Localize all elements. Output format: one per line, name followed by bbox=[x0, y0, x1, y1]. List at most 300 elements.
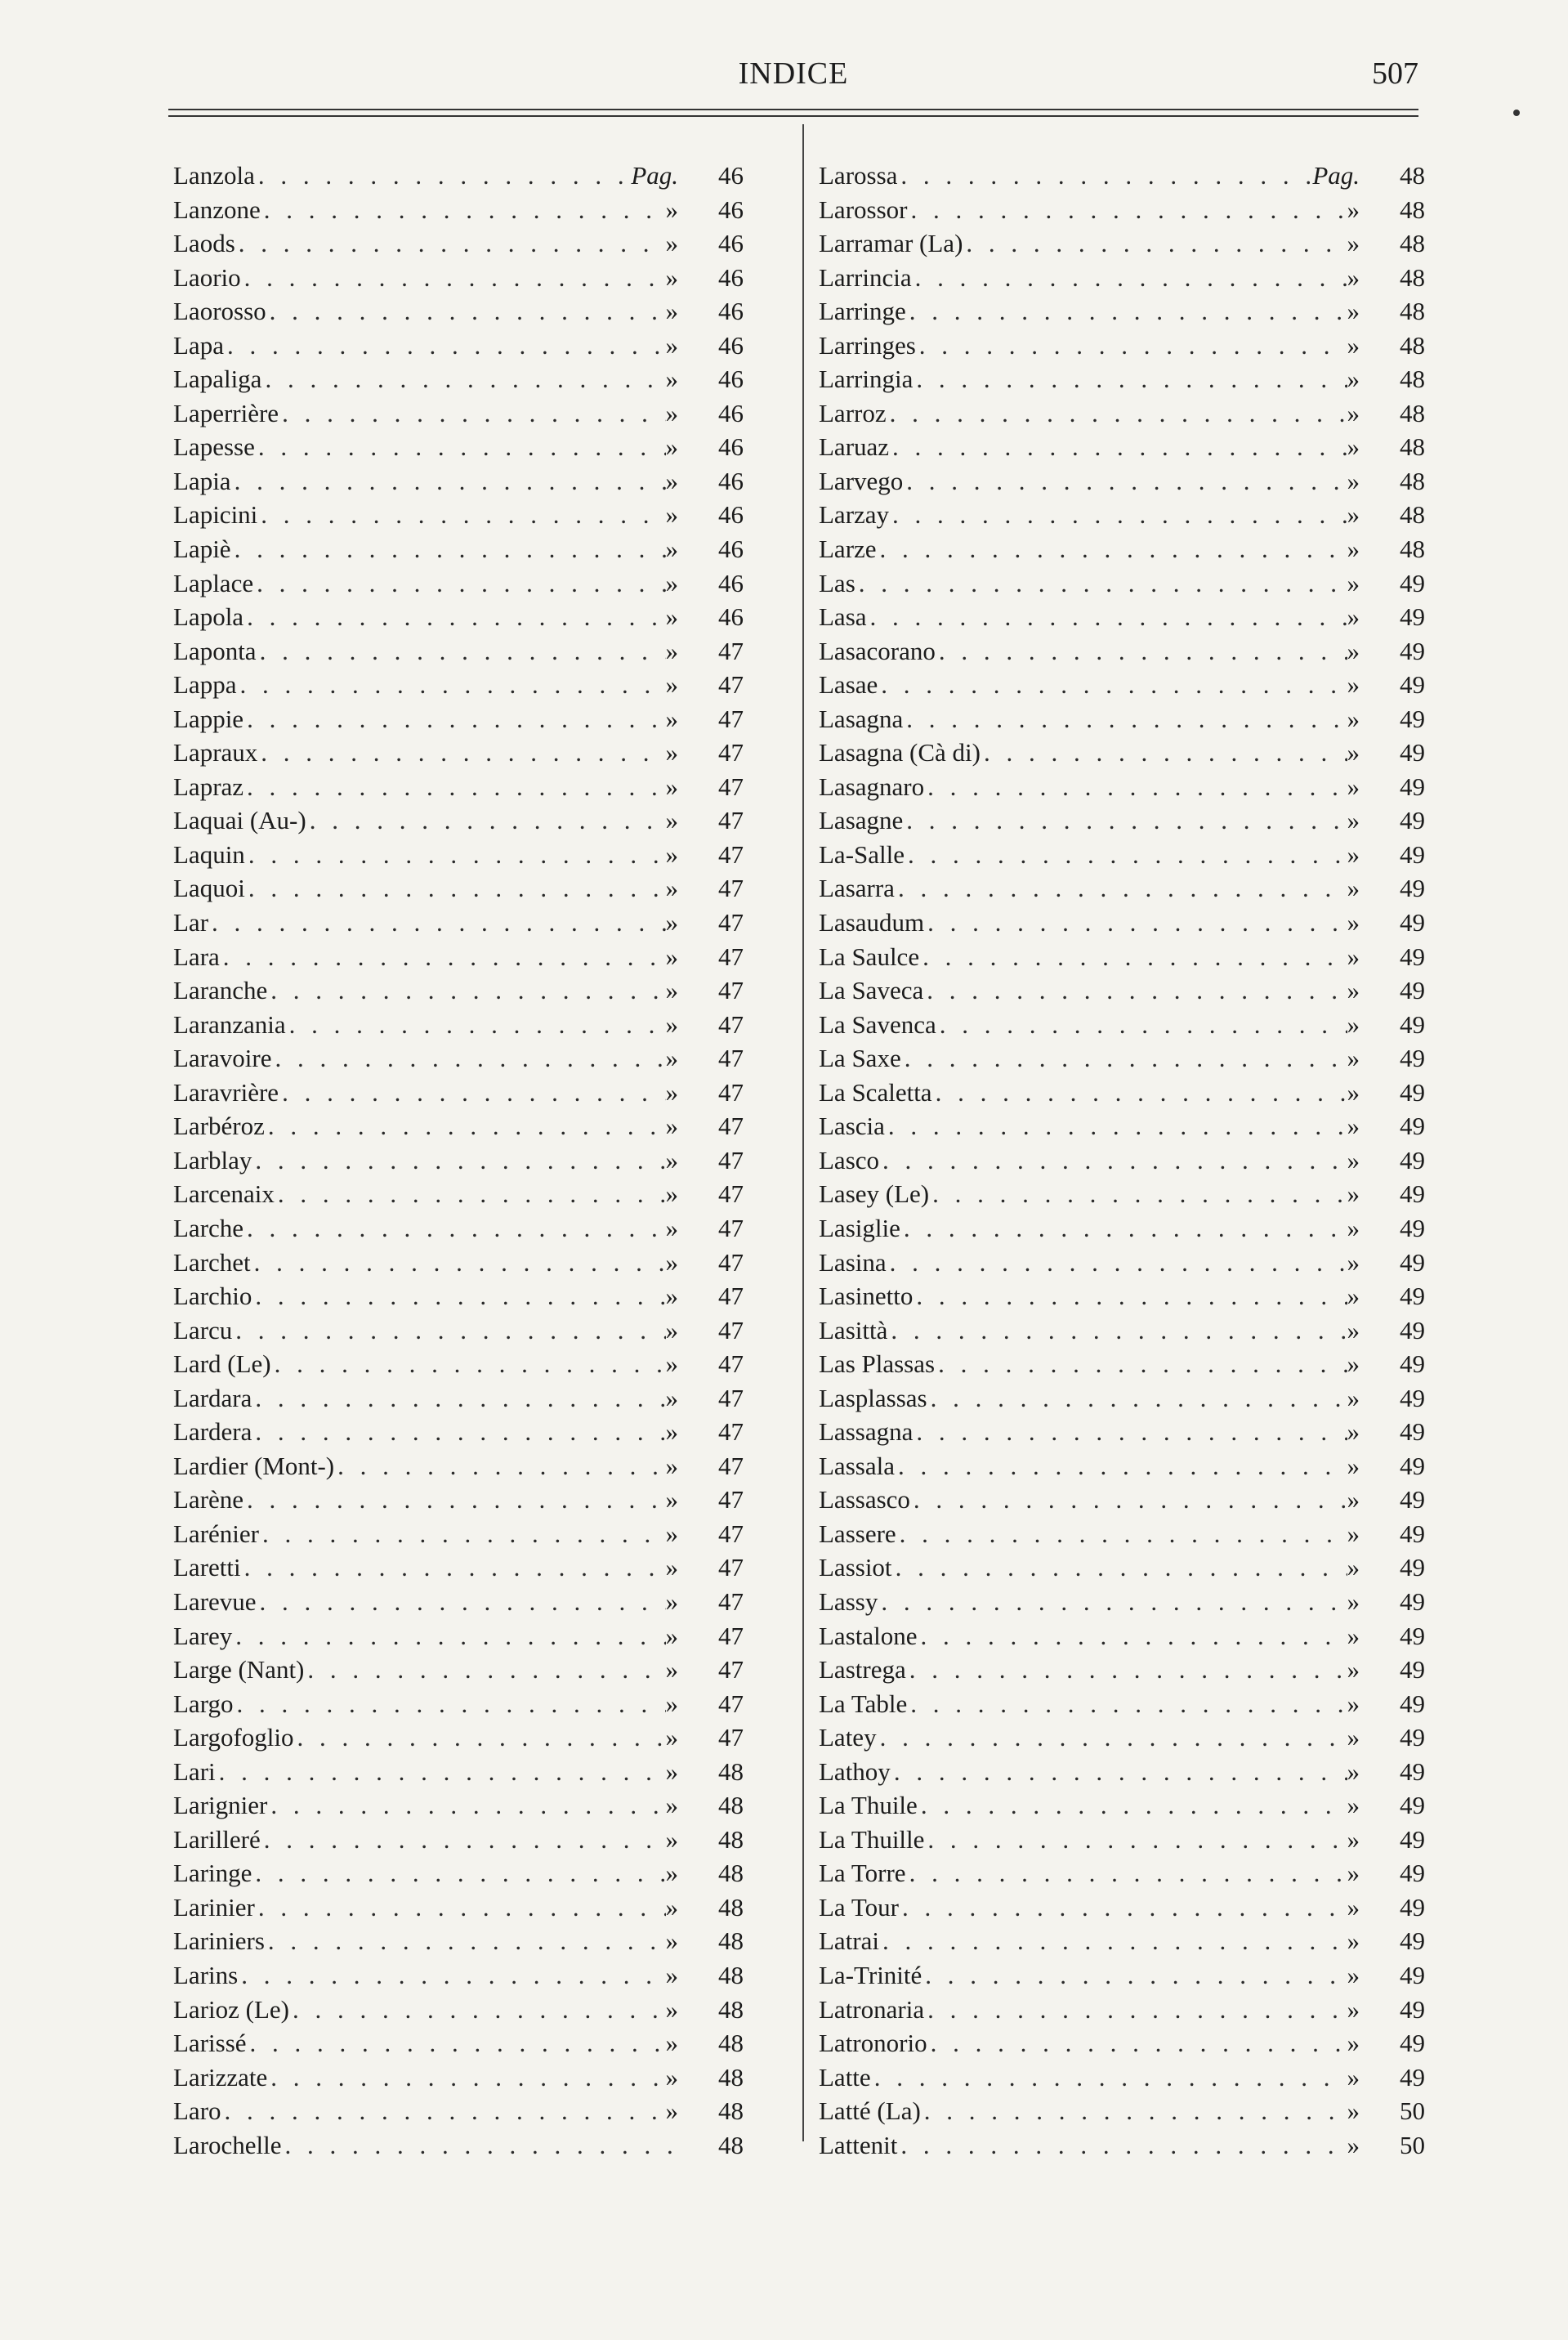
page-marker: » bbox=[1347, 704, 1360, 733]
page-marker: » bbox=[665, 1417, 678, 1447]
entry-name: Larcenaix bbox=[173, 1179, 275, 1209]
dot-leader bbox=[261, 365, 665, 394]
entry-page: 49 bbox=[1400, 1485, 1425, 1515]
page-marker: » bbox=[665, 670, 678, 700]
entry-page: 47 bbox=[718, 1723, 744, 1752]
entry-page: 49 bbox=[1400, 908, 1425, 937]
dot-leader bbox=[241, 263, 666, 293]
entry-page: 49 bbox=[1400, 1824, 1425, 1854]
index-entry bbox=[173, 195, 744, 230]
page-marker: » bbox=[665, 398, 678, 427]
index-entry bbox=[173, 1248, 744, 1282]
page-marker: » bbox=[665, 1383, 678, 1412]
entry-name: La Scaletta bbox=[819, 1077, 932, 1107]
entry-name: Larevue bbox=[173, 1586, 257, 1616]
index-entry bbox=[173, 1723, 744, 1757]
dot-leader bbox=[963, 229, 1347, 258]
page-marker: » bbox=[665, 806, 678, 835]
page-marker: » bbox=[1347, 398, 1360, 427]
dot-leader bbox=[252, 1146, 665, 1175]
index-entry bbox=[173, 806, 744, 840]
entry-name: Lanzola bbox=[173, 161, 255, 190]
entry-page: 48 bbox=[718, 1791, 744, 1820]
entry-name: Lappie bbox=[173, 704, 244, 733]
dot-leader bbox=[306, 806, 666, 835]
entry-name: La Thuille bbox=[819, 1824, 925, 1854]
dot-leader bbox=[267, 2063, 665, 2092]
entry-page: 49 bbox=[1400, 1179, 1425, 1209]
dot-leader bbox=[896, 1519, 1347, 1549]
entry-name: Las Plassas bbox=[819, 1349, 936, 1379]
entry-name: Laravoire bbox=[173, 1044, 272, 1073]
entry-page: 48 bbox=[1400, 229, 1425, 258]
entry-name: Larins bbox=[173, 1960, 239, 1989]
index-entry bbox=[819, 874, 1425, 908]
entry-name: Lastalone bbox=[819, 1621, 918, 1650]
page-marker: » bbox=[665, 568, 678, 597]
page-marker: » bbox=[1347, 297, 1360, 326]
entry-name: Lardera bbox=[173, 1417, 252, 1447]
index-entry bbox=[819, 942, 1425, 977]
page-marker: » bbox=[1347, 1859, 1360, 1888]
page-marker: » bbox=[1347, 1892, 1360, 1922]
index-entry bbox=[819, 1587, 1425, 1622]
entry-page: 47 bbox=[718, 1689, 744, 1718]
entry-page: 47 bbox=[718, 942, 744, 971]
dot-leader bbox=[907, 1689, 1347, 1719]
index-entry bbox=[173, 738, 744, 772]
entry-page: 48 bbox=[1400, 432, 1425, 462]
dot-leader bbox=[913, 1282, 1347, 1311]
index-entry bbox=[819, 365, 1425, 399]
entry-page: 48 bbox=[1400, 535, 1425, 564]
page-marker: » bbox=[1347, 1247, 1360, 1277]
index-entry bbox=[173, 908, 744, 942]
entry-page: 47 bbox=[718, 1621, 744, 1650]
index-column-left bbox=[173, 161, 744, 2164]
index-entry bbox=[173, 263, 744, 298]
dot-leader bbox=[252, 1859, 665, 1888]
page-marker: » bbox=[1347, 1179, 1360, 1209]
dot-leader bbox=[271, 1044, 665, 1073]
index-entry bbox=[173, 1146, 744, 1180]
index-entry bbox=[173, 535, 744, 569]
index-entry bbox=[173, 1282, 744, 1316]
index-entry bbox=[819, 1622, 1425, 1656]
page-marker: » bbox=[665, 2029, 678, 2058]
entry-page: 47 bbox=[718, 1213, 744, 1242]
index-entry bbox=[819, 840, 1425, 875]
dot-leader bbox=[235, 229, 666, 258]
index-entry bbox=[819, 1859, 1425, 1893]
index-entry bbox=[173, 1078, 744, 1112]
dot-leader bbox=[871, 2063, 1347, 2092]
index-entry bbox=[173, 670, 744, 705]
page-marker: » bbox=[1347, 330, 1360, 360]
index-entry bbox=[173, 161, 744, 195]
index-entry bbox=[819, 399, 1425, 433]
page-marker: » bbox=[665, 1723, 678, 1752]
entry-name: Lasagnaro bbox=[819, 772, 925, 801]
entry-page: 48 bbox=[718, 1824, 744, 1854]
dot-leader bbox=[892, 1553, 1347, 1582]
dot-leader bbox=[334, 1452, 665, 1481]
index-entry bbox=[819, 1044, 1425, 1078]
index-entry bbox=[819, 908, 1425, 942]
page-marker: » bbox=[1347, 1145, 1360, 1174]
page-marker: » bbox=[665, 2096, 678, 2126]
dot-leader bbox=[913, 365, 1347, 394]
page-marker: » bbox=[1347, 874, 1360, 903]
page-marker: » bbox=[665, 704, 678, 733]
dot-leader bbox=[897, 2131, 1347, 2160]
entry-page: 46 bbox=[718, 297, 744, 326]
entry-page: 46 bbox=[718, 602, 744, 632]
index-entry bbox=[173, 1417, 744, 1452]
entry-page: 47 bbox=[718, 1519, 744, 1548]
dot-leader bbox=[903, 806, 1347, 835]
dot-leader bbox=[927, 1384, 1347, 1413]
entry-name: Largo bbox=[173, 1689, 234, 1718]
index-entry bbox=[819, 1926, 1425, 1961]
entry-name: Laods bbox=[173, 229, 235, 258]
dot-leader bbox=[208, 908, 665, 937]
dot-leader bbox=[294, 1723, 666, 1752]
dot-leader bbox=[867, 602, 1347, 632]
dot-leader bbox=[924, 772, 1347, 802]
entry-name: Lastrega bbox=[819, 1655, 906, 1685]
dot-leader bbox=[981, 738, 1347, 767]
index-entry bbox=[173, 331, 744, 365]
entry-name: Laranche bbox=[173, 976, 268, 1005]
entry-page: 46 bbox=[718, 535, 744, 564]
page-marker: » bbox=[1347, 1009, 1360, 1039]
page-marker: » bbox=[1347, 568, 1360, 597]
entry-page: 47 bbox=[718, 1655, 744, 1685]
page-marker: » bbox=[665, 1553, 678, 1582]
entry-page: 49 bbox=[1400, 1655, 1425, 1685]
entry-page: 46 bbox=[718, 229, 744, 258]
page-marker: » bbox=[665, 874, 678, 903]
page-marker: » bbox=[665, 1859, 678, 1888]
dot-leader bbox=[279, 399, 665, 428]
page-marker: » bbox=[665, 1247, 678, 1277]
dot-leader bbox=[243, 705, 665, 734]
entry-page: 49 bbox=[1400, 1892, 1425, 1922]
page-marker: » bbox=[665, 1621, 678, 1650]
dot-leader bbox=[895, 874, 1347, 903]
entry-name: La Saveca bbox=[819, 976, 924, 1005]
dot-leader bbox=[910, 1485, 1347, 1515]
entry-page: 47 bbox=[718, 1179, 744, 1209]
entry-name: Larignier bbox=[173, 1791, 268, 1820]
page-marker: » bbox=[1347, 1723, 1360, 1752]
page-marker: » bbox=[665, 1485, 678, 1515]
entry-name: Latronaria bbox=[819, 1994, 925, 2024]
entry-page: 48 bbox=[718, 1926, 744, 1956]
entry-name: Lardara bbox=[173, 1383, 252, 1412]
dot-leader bbox=[906, 297, 1347, 326]
entry-page: 48 bbox=[718, 1892, 744, 1922]
page-marker: » bbox=[665, 1077, 678, 1107]
entry-page: 47 bbox=[718, 738, 744, 767]
entry-name: Lasiglie bbox=[819, 1213, 900, 1242]
entry-page: 46 bbox=[718, 500, 744, 530]
entry-page: 47 bbox=[718, 1553, 744, 1582]
page-marker: » bbox=[665, 1791, 678, 1820]
entry-name: Lar bbox=[173, 908, 209, 937]
page-marker: » bbox=[665, 365, 678, 394]
page-marker: » bbox=[665, 195, 678, 224]
page-marker: » bbox=[1347, 1586, 1360, 1616]
entry-name: Laorosso bbox=[173, 297, 266, 326]
index-entry bbox=[173, 569, 744, 603]
entry-page: 48 bbox=[718, 1994, 744, 2024]
index-entry bbox=[819, 331, 1425, 365]
entry-page: 48 bbox=[718, 2096, 744, 2126]
entry-name: Lariniers bbox=[173, 1926, 265, 1956]
entry-name: La-Salle bbox=[819, 839, 905, 869]
index-entry bbox=[819, 1112, 1425, 1146]
page-marker: » bbox=[1347, 1553, 1360, 1582]
entry-page: 48 bbox=[1400, 330, 1425, 360]
page-header bbox=[168, 56, 1418, 105]
entry-page: 46 bbox=[718, 466, 744, 495]
index-entry bbox=[819, 1349, 1425, 1384]
dot-leader bbox=[304, 1655, 665, 1685]
entry-name: La Thuile bbox=[819, 1791, 918, 1820]
index-entry bbox=[173, 2029, 744, 2063]
entry-name: Lasina bbox=[819, 1247, 887, 1277]
index-entry bbox=[819, 602, 1425, 637]
entry-page: 48 bbox=[1400, 500, 1425, 530]
entry-page: 48 bbox=[718, 1960, 744, 1989]
dot-leader bbox=[889, 500, 1347, 530]
dot-leader bbox=[243, 1485, 665, 1515]
page-marker: » bbox=[1347, 365, 1360, 394]
entry-name: Laplace bbox=[173, 568, 254, 597]
entry-name: La Savenca bbox=[819, 1009, 936, 1039]
entry-name: Larringes bbox=[819, 330, 916, 360]
index-entry bbox=[819, 2063, 1425, 2097]
dot-leader bbox=[241, 1553, 666, 1582]
index-entry bbox=[173, 637, 744, 671]
index-entry bbox=[173, 1655, 744, 1689]
index-entry bbox=[819, 1519, 1425, 1554]
page-marker: » bbox=[1347, 942, 1360, 971]
dot-leader bbox=[245, 840, 666, 870]
entry-page: 49 bbox=[1400, 806, 1425, 835]
page-marker: » bbox=[665, 1824, 678, 1854]
index-entry bbox=[173, 1587, 744, 1622]
entry-name: Laringe bbox=[173, 1859, 252, 1888]
entry-name: La Saulce bbox=[819, 942, 920, 971]
page-marker: » bbox=[1347, 1655, 1360, 1685]
dot-leader bbox=[935, 1349, 1347, 1379]
index-entry bbox=[819, 2029, 1425, 2063]
index-entry bbox=[173, 1384, 744, 1418]
page-marker: » bbox=[1347, 1077, 1360, 1107]
entry-name: Lasaudum bbox=[819, 908, 925, 937]
entry-name: Larossa bbox=[819, 161, 898, 190]
dot-leader bbox=[918, 1622, 1347, 1651]
entry-name: La Tour bbox=[819, 1892, 899, 1922]
entry-name: Laquai (Au-) bbox=[173, 806, 306, 835]
index-entry bbox=[173, 705, 744, 739]
page-marker: » bbox=[1347, 500, 1360, 530]
index-entry bbox=[819, 1384, 1425, 1418]
index-entry bbox=[173, 1825, 744, 1859]
page-marker: » bbox=[1347, 1824, 1360, 1854]
entry-page: 49 bbox=[1400, 1553, 1425, 1582]
entry-page: 47 bbox=[718, 1451, 744, 1480]
index-entry bbox=[173, 1214, 744, 1248]
dot-leader bbox=[924, 1825, 1347, 1855]
entry-name: Larénier bbox=[173, 1519, 259, 1548]
page-marker: » bbox=[665, 1960, 678, 1989]
entry-page: 49 bbox=[1400, 670, 1425, 700]
header-rule-top bbox=[168, 109, 1418, 110]
entry-name: Laperrière bbox=[173, 398, 279, 427]
entry-name: Lari bbox=[173, 1756, 216, 1786]
entry-page: 47 bbox=[718, 1112, 744, 1141]
dot-leader bbox=[918, 1791, 1347, 1820]
entry-page: 46 bbox=[718, 330, 744, 360]
entry-name: Larblay bbox=[173, 1145, 252, 1174]
entry-name: Lasae bbox=[819, 670, 878, 700]
entry-name: Lapola bbox=[173, 602, 244, 632]
dot-leader bbox=[903, 705, 1347, 734]
entry-page: 49 bbox=[1400, 1077, 1425, 1107]
entry-page: 46 bbox=[718, 568, 744, 597]
entry-name: Lassiot bbox=[819, 1553, 892, 1582]
entry-name: La Saxe bbox=[819, 1044, 901, 1073]
entry-name: Largofoglio bbox=[173, 1723, 294, 1752]
page-marker: » bbox=[665, 262, 678, 292]
index-entry bbox=[173, 297, 744, 331]
page-marker: » bbox=[665, 602, 678, 632]
page-marker: » bbox=[665, 1586, 678, 1616]
dot-leader bbox=[905, 840, 1347, 870]
page-marker: » bbox=[665, 942, 678, 971]
entry-name: Lasinetto bbox=[819, 1282, 914, 1311]
entry-page: 49 bbox=[1400, 1791, 1425, 1820]
page-marker: » bbox=[665, 976, 678, 1005]
index-entry bbox=[819, 1995, 1425, 2029]
dot-leader bbox=[238, 1961, 665, 1990]
page-marker: » bbox=[1347, 1349, 1360, 1379]
entry-name: Larilleré bbox=[173, 1824, 261, 1854]
margin-dot bbox=[1513, 110, 1520, 116]
dot-leader bbox=[243, 772, 665, 802]
index-entry bbox=[819, 195, 1425, 230]
entry-name: Lasarra bbox=[819, 874, 895, 903]
entry-page: 47 bbox=[718, 1485, 744, 1515]
index-entry bbox=[173, 2131, 744, 2165]
page-marker: » bbox=[665, 297, 678, 326]
entry-name: Lapaliga bbox=[173, 365, 262, 394]
dot-leader bbox=[257, 738, 665, 767]
header-rule-bottom bbox=[168, 115, 1418, 117]
entry-name: Larène bbox=[173, 1485, 244, 1515]
index-entry bbox=[173, 1485, 744, 1519]
dot-leader bbox=[251, 1248, 666, 1277]
entry-name: Lard (Le) bbox=[173, 1349, 271, 1379]
dot-leader bbox=[261, 195, 666, 225]
entry-page: 46 bbox=[718, 195, 744, 224]
dot-leader bbox=[885, 1112, 1347, 1141]
entry-name: Lasplassas bbox=[819, 1383, 927, 1412]
dot-leader bbox=[261, 1825, 666, 1855]
dot-leader bbox=[916, 331, 1347, 360]
page-marker: » bbox=[665, 1009, 678, 1039]
page-marker: » bbox=[665, 772, 678, 801]
dot-leader bbox=[887, 399, 1347, 428]
page-marker: » bbox=[1347, 602, 1360, 632]
dot-leader bbox=[907, 195, 1347, 225]
entry-page: 47 bbox=[718, 1282, 744, 1311]
entry-page: 49 bbox=[1400, 839, 1425, 869]
entry-name: Laro bbox=[173, 2096, 221, 2126]
entry-page: 49 bbox=[1400, 1689, 1425, 1718]
entry-page: 48 bbox=[718, 1859, 744, 1888]
entry-page: 49 bbox=[1400, 1383, 1425, 1412]
index-entry bbox=[173, 1622, 744, 1656]
index-entry bbox=[173, 1112, 744, 1146]
index-entry bbox=[173, 942, 744, 977]
page-marker: » bbox=[665, 330, 678, 360]
page-marker: » bbox=[1347, 2062, 1360, 2092]
entry-page: 49 bbox=[1400, 1112, 1425, 1141]
dot-leader bbox=[233, 1689, 665, 1719]
page-marker: » bbox=[665, 738, 678, 767]
entry-name: La-Trinité bbox=[819, 1960, 922, 1989]
entry-name: Laretti bbox=[173, 1553, 241, 1582]
entry-page: 47 bbox=[718, 1077, 744, 1107]
index-entry bbox=[819, 1723, 1425, 1757]
index-entry bbox=[819, 1961, 1425, 1995]
index-entry bbox=[173, 1859, 744, 1893]
index-entry bbox=[173, 229, 744, 263]
entry-name: Laponta bbox=[173, 636, 257, 665]
index-entry bbox=[819, 976, 1425, 1010]
entry-name: Laruaz bbox=[819, 432, 890, 462]
page-marker: » bbox=[1347, 1756, 1360, 1786]
dot-leader bbox=[221, 2096, 666, 2126]
entry-page: 46 bbox=[718, 262, 744, 292]
entry-name: Larvego bbox=[819, 466, 904, 495]
index-entry bbox=[173, 1010, 744, 1045]
dot-leader bbox=[878, 1587, 1347, 1617]
dot-leader bbox=[282, 2131, 678, 2160]
entry-name: Larcu bbox=[173, 1315, 233, 1344]
index-entry bbox=[173, 772, 744, 807]
entry-name: Larchet bbox=[173, 1247, 251, 1277]
entry-page: 49 bbox=[1400, 1213, 1425, 1242]
entry-name: Lapraz bbox=[173, 772, 244, 801]
dot-leader bbox=[924, 908, 1347, 937]
entry-page: 48 bbox=[718, 2029, 744, 2058]
entry-page: 47 bbox=[718, 908, 744, 937]
entry-name: Larochelle bbox=[173, 2130, 282, 2159]
dot-leader bbox=[927, 2029, 1347, 2058]
entry-page: 49 bbox=[1400, 2029, 1425, 2058]
entry-page: 49 bbox=[1400, 1723, 1425, 1752]
entry-page: 49 bbox=[1400, 1315, 1425, 1344]
entry-page: 47 bbox=[718, 1349, 744, 1379]
entry-name: Large (Nant) bbox=[173, 1655, 305, 1685]
entry-name: Larey bbox=[173, 1621, 233, 1650]
